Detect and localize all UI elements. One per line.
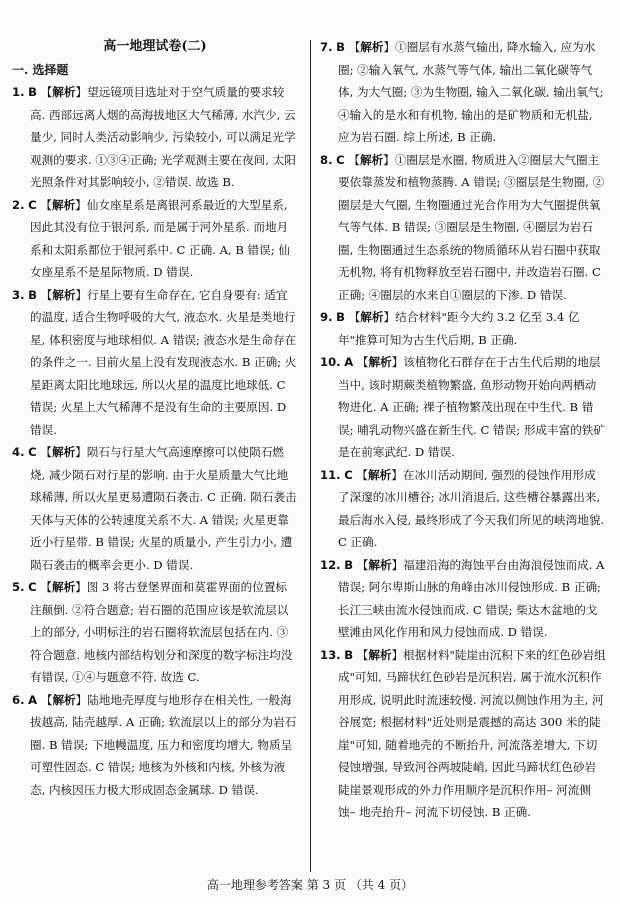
answer-letter: C xyxy=(344,467,353,482)
answer-letter: B xyxy=(336,310,346,324)
analysis-text: 结合材料"距今大约 3.2 亿至 3.4 亿年"推算可知为古生代后期, B 正确. xyxy=(338,310,580,347)
analysis-text: 行星上要有生命存在, 它自身要有: 适宜的温度, 适合生物呼吸的大气, 液态水. 火星是类地行星, 体积密度与地球相似. A 错误; 液态水是生命存在的条件之一. 目前火星上没有发现液态水. B 正确; 火星距离太阳比地球远, 所以火星的温度比地球低. C 错误; 火星上大气稀薄不是没有生命的主要原因. D 错误. xyxy=(30,287,297,437)
answer-letter: A xyxy=(344,355,354,369)
analysis-text: 仙女座星系是离银河系最近的大型星系, 因此其没有位于银河系, 而是属于河外星系. 而地月系和太阳系都位于银河系中. C 正确. A, B 错误; 仙女座星系不是星际物质. D 错误. xyxy=(30,197,290,279)
answer-item: 3. B 【解析】行星上要有生命存在, 它自身要有: 适宜的温度, 适合生物呼吸的大气, 液态水. 火星是类地行星, 体积密度与地球相似. A 错误; 液态水是生命存在的条件之一. 目前火星上没有发现液态水. B 正确; 火星距离太阳比地球远, 所以火星的温度比地球低. C 错误; 火星上大气稀薄不是没有生命的主要原因. D 错误. xyxy=(12,287,297,437)
left-answer-list xyxy=(12,81,298,801)
answer-letter: C xyxy=(28,580,37,594)
analysis-text: 根据材料"陡崖由沉积下来的红色砂岩组成"可知, 马蹄状红色砂岩是沉积岩, 属于流水沉积作用形成, 说明此时流速较慢. 河流以侧蚀作用为主, 河谷展宽; 根据材料"近处则是震撼的高达 300 米的陡崖"可知, 随着地壳的不断抬升, 河流落差增大, 下切侵蚀增强, 导致河谷两坡陡峭, 因此马蹄状红色砂岩陡崖景观形成的外力作用顺序是沉积作用– 河流侧蚀– 地壳抬升– 河流下切侵蚀. B 正确. xyxy=(338,647,606,819)
question-number: 8. xyxy=(320,152,333,167)
answer-item: 10. A 【解析】该植物化石群存在于古生代后期的地层当中, 该时期蕨类植物繁盛, 鱼形动物开始向两栖动物进化. A 正确; 裸子植物繁茂出现在中生代. B 错误; 哺乳动物兴盛在新生代. C 错误; 形成丰富的铁矿是在前寒武纪. D 错误. xyxy=(320,355,605,459)
analysis-label: 解析 xyxy=(368,467,392,482)
answer-item: 12. B 【解析】福建沿海的海蚀平台由海浪侵蚀而成. A 错误; 阿尔卑斯山脉的角峰由冰川侵蚀形成. B 正确; 长江三峡由流水侵蚀而成. C 错误; 柴达木盆地的戈壁滩由风化作用和风力侵蚀而成. D 错误. xyxy=(320,557,605,639)
analysis-label: 解析 xyxy=(368,355,392,369)
analysis-text: ①圈层是水圈, 物质进入②圈层大气圈主要依靠蒸发和植物蒸腾. A 错误; ③圈层是生物圈, ②圈层是大气圈, 生物圈通过光合作用为大气圈提供氧气等气体. B 错误; ③圈层是生物圈, ④圈层为岩石圈, 生物圈通过生态系统的物质循环从岩石圈中获取无机物, 将有机物释放至岩石圈中, 并改造岩石圈. C 正确; ④圈层的水来自①圈层的下渗. D 错误. xyxy=(338,152,605,302)
answer-letter: C xyxy=(336,152,345,167)
right-column xyxy=(320,36,606,824)
analysis-label: 解析 xyxy=(360,310,384,324)
answer-item: 4. C 【解析】陨石与行星大气高速摩擦可以使陨石燃烧, 减少陨石对行星的影响. 由于火星质量大气比地球稀薄, 所以火星更易遭陨石袭击. C 正确. 陨石袭击天体与天体的公转速度关系不大. A 错误; 火星更靠近小行星带. B 错误; 火星的质量小, 产生引力小, 遭陨石袭击的概率会更小. D 错误. xyxy=(12,445,297,572)
question-number: 13. xyxy=(320,647,341,662)
answer-item: 1. B 【解析】望远镜项目选址对于空气质量的要求较高. 西部远离人烟的高海拔地区大气稀薄, 水汽少, 云量少, 同时人类活动影响少, 污染较小, 可以满足光学观测的要求. ①③④正确; 光学观测主要在夜间, 太阳光照条件对其影响较小, ②错误. 故选 B. xyxy=(12,85,296,189)
answer-item: 8. C 【解析】①圈层是水圈, 物质进入②圈层大气圈主要依靠蒸发和植物蒸腾. A 错误; ③圈层是生物圈, ②圈层是大气圈, 生物圈通过光合作用为大气圈提供氧气等气体. B 错误; ③圈层是生物圈, ④圈层为岩石圈, 生物圈通过生态系统的物质循环从岩石圈中获取无机物, 将有机物释放至岩石圈中, 并改造岩石圈. C 正确; ④圈层的水来自①圈层的下渗. D 错误. xyxy=(320,152,605,302)
answer-letter: C xyxy=(28,445,37,459)
analysis-text: 望远镜项目选址对于空气质量的要求较高. 西部远离人烟的高海拔地区大气稀薄, 水汽少, 云量少, 同时人类活动影响少, 污染较小, 可以满足光学观测的要求. ①③④正确; 光学观测主要在夜间, 太阳光照条件对其影响较小, ②错误. 故选 B. xyxy=(30,85,296,189)
page-title: 高一地理试卷(二) xyxy=(103,39,207,54)
analysis-label: 解析 xyxy=(52,85,76,99)
analysis-label: 解析 xyxy=(51,445,76,459)
answer-letter: B xyxy=(344,557,354,572)
analysis-label: 解析 xyxy=(368,647,392,662)
left-column xyxy=(12,36,298,801)
answer-letter: B xyxy=(336,40,346,54)
question-number: 6. xyxy=(12,692,25,707)
analysis-text: 陆地地壳厚度与地形存在相关性, 一般海拔越高, 陆壳越厚. A 正确; 软流层以上的部分为岩石圈. B 错误; 下地幔温度, 压力和密度均增大, 物质呈可塑性固态. C 错误; 地核为外核和内核, 外核为液态, 内核因压力极大形成固态金属球. D 错误. xyxy=(30,692,297,797)
analysis-text: ①圈层有水蒸气输出, 降水输入, 应为水圈; ②输入氧气, 水蒸气等气体, 输出二氧化碳等气体, 为大气圈; ③为生物圈, 输入二氧化碳, 输出氧气; ④输入的是水和有机物, 输出的是矿物质和无机盐, 应为岩石圈. 综上所述, B 正确. xyxy=(338,40,604,144)
question-number: 9. xyxy=(320,310,333,324)
analysis-label: 解析 xyxy=(360,40,384,54)
page-footer: 高一地理参考答案 第 3 页 （共 4 页） xyxy=(206,878,414,892)
analysis-label: 解析 xyxy=(368,557,392,572)
analysis-text: 在冰川活动期间, 强烈的侵蚀作用形成了深邃的冰川槽谷; 冰川消退后, 这些槽谷暴露出来, 最后海水入侵, 最终形成了今天我们所见的峡湾地貌. C 正确. xyxy=(338,467,605,549)
answer-item: 7. B 【解析】①圈层有水蒸气输出, 降水输入, 应为水圈; ②输入氧气, 水蒸气等气体, 输出二氧化碳等气体, 为大气圈; ③为生物圈, 输入二氧化碳, 输出氧气; ④输入的是水和有机物, 输出的是矿物质和无机盐, 应为岩石圈. 综上所述, B 正确. xyxy=(320,40,604,144)
analysis-text: 该植物化石群存在于古生代后期的地层当中, 该时期蕨类植物繁盛, 鱼形动物开始向两栖动物进化. A 正确; 裸子植物繁茂出现在中生代. B 错误; 哺乳动物兴盛在新生代. C 错误; 形成丰富的铁矿是在前寒武纪. D 错误. xyxy=(338,355,605,459)
question-number: 11. xyxy=(320,467,341,482)
question-number: 1. xyxy=(12,85,25,99)
column-divider xyxy=(310,40,311,872)
question-number: 2. xyxy=(12,197,25,212)
analysis-label: 解析 xyxy=(359,152,384,167)
right-answer-list xyxy=(320,36,606,824)
analysis-label: 解析 xyxy=(52,287,76,302)
analysis-text: 陨石与行星大气高速摩擦可以使陨石燃烧, 减少陨石对行星的影响. 由于火星质量大气比地球稀薄, 所以火星更易遭陨石袭击. C 正确. 陨石袭击天体与天体的公转速度关系不大. A 错误; 火星更靠近小行星带. B 错误; 火星的质量小, 产生引力小, 遭陨石袭击的概率会更小. D 错误. xyxy=(30,445,297,572)
section-heading: 一. 选择题 xyxy=(12,62,69,77)
answer-letter: B xyxy=(28,85,38,99)
question-number: 4. xyxy=(12,445,25,459)
answer-letter: A xyxy=(28,692,38,707)
answer-item: 5. C 【解析】图 3 将古登堡界面和莫霍界面的位置标注颠倒. ②符合题意; 岩石圈的范围应该是软流层以上的部分, 小明标注的岩石圈将软流层包括在内. ③符合题意. 地核内部结构划分和深度的数字标注均没有错误, ①④与题意不符. 故选 C. xyxy=(12,580,293,684)
answer-item: 13. B 【解析】根据材料"陡崖由沉积下来的红色砂岩组成"可知, 马蹄状红色砂岩是沉积岩, 属于流水沉积作用形成, 说明此时流速较慢. 河流以侧蚀作用为主, 河谷展宽; 根据材料"近处则是震撼的高达 300 米的陡崖"可知, 随着地壳的不断抬升, 河流落差增大, 下切侵蚀增强, 导致河谷两坡陡峭, 因此马蹄状红色砂岩陡崖景观形成的外力作用顺序是沉积作用– 河流侧蚀– 地壳抬升– 河流下切侵蚀. B 正确. xyxy=(320,647,606,819)
answer-item: 9. B 【解析】结合材料"距今大约 3.2 亿至 3.4 亿年"推算可知为古生代后期, B 正确. xyxy=(320,310,580,347)
answer-item: 11. C 【解析】在冰川活动期间, 强烈的侵蚀作用形成了深邃的冰川槽谷; 冰川消退后, 这些槽谷暴露出来, 最后海水入侵, 最终形成了今天我们所见的峡湾地貌. C 正确. xyxy=(320,467,605,549)
analysis-label: 解析 xyxy=(51,197,76,212)
question-number: 12. xyxy=(320,557,341,572)
answer-letter: B xyxy=(28,287,38,302)
analysis-label: 解析 xyxy=(51,580,76,594)
answer-item: 2. C 【解析】仙女座星系是离银河系最近的大型星系, 因此其没有位于银河系, 而是属于河外星系. 而地月系和太阳系都位于银河系中. C 正确. A, B 错误; 仙女座星系不是星际物质. D 错误. xyxy=(12,197,290,279)
analysis-text: 福建沿海的海蚀平台由海浪侵蚀而成. A 错误; 阿尔卑斯山脉的角峰由冰川侵蚀形成. B 正确; 长江三峡由流水侵蚀而成. C 错误; 柴达木盆地的戈壁滩由风化作用和风力侵蚀而成. D 错误. xyxy=(338,557,605,639)
question-number: 10. xyxy=(320,355,341,369)
question-number: 7. xyxy=(320,40,333,54)
answer-item: 6. A 【解析】陆地地壳厚度与地形存在相关性, 一般海拔越高, 陆壳越厚. A 正确; 软流层以上的部分为岩石圈. B 错误; 下地幔温度, 压力和密度均增大, 物质呈可塑性固态. C 错误; 地核为外核和内核, 外核为液态, 内核因压力极大形成固态金属球. D 错误. xyxy=(12,692,297,797)
analysis-label: 解析 xyxy=(52,692,76,707)
answer-letter: C xyxy=(28,197,37,212)
analysis-text: 图 3 将古登堡界面和莫霍界面的位置标注颠倒. ②符合题意; 岩石圈的范围应该是软流层以上的部分, 小明标注的岩石圈将软流层包括在内. ③符合题意. 地核内部结构划分和深度的数字标注均没有错误, ①④与题意不符. 故选 C. xyxy=(30,580,293,684)
answer-letter: B xyxy=(344,647,354,662)
question-number: 3. xyxy=(12,287,25,302)
question-number: 5. xyxy=(12,580,25,594)
